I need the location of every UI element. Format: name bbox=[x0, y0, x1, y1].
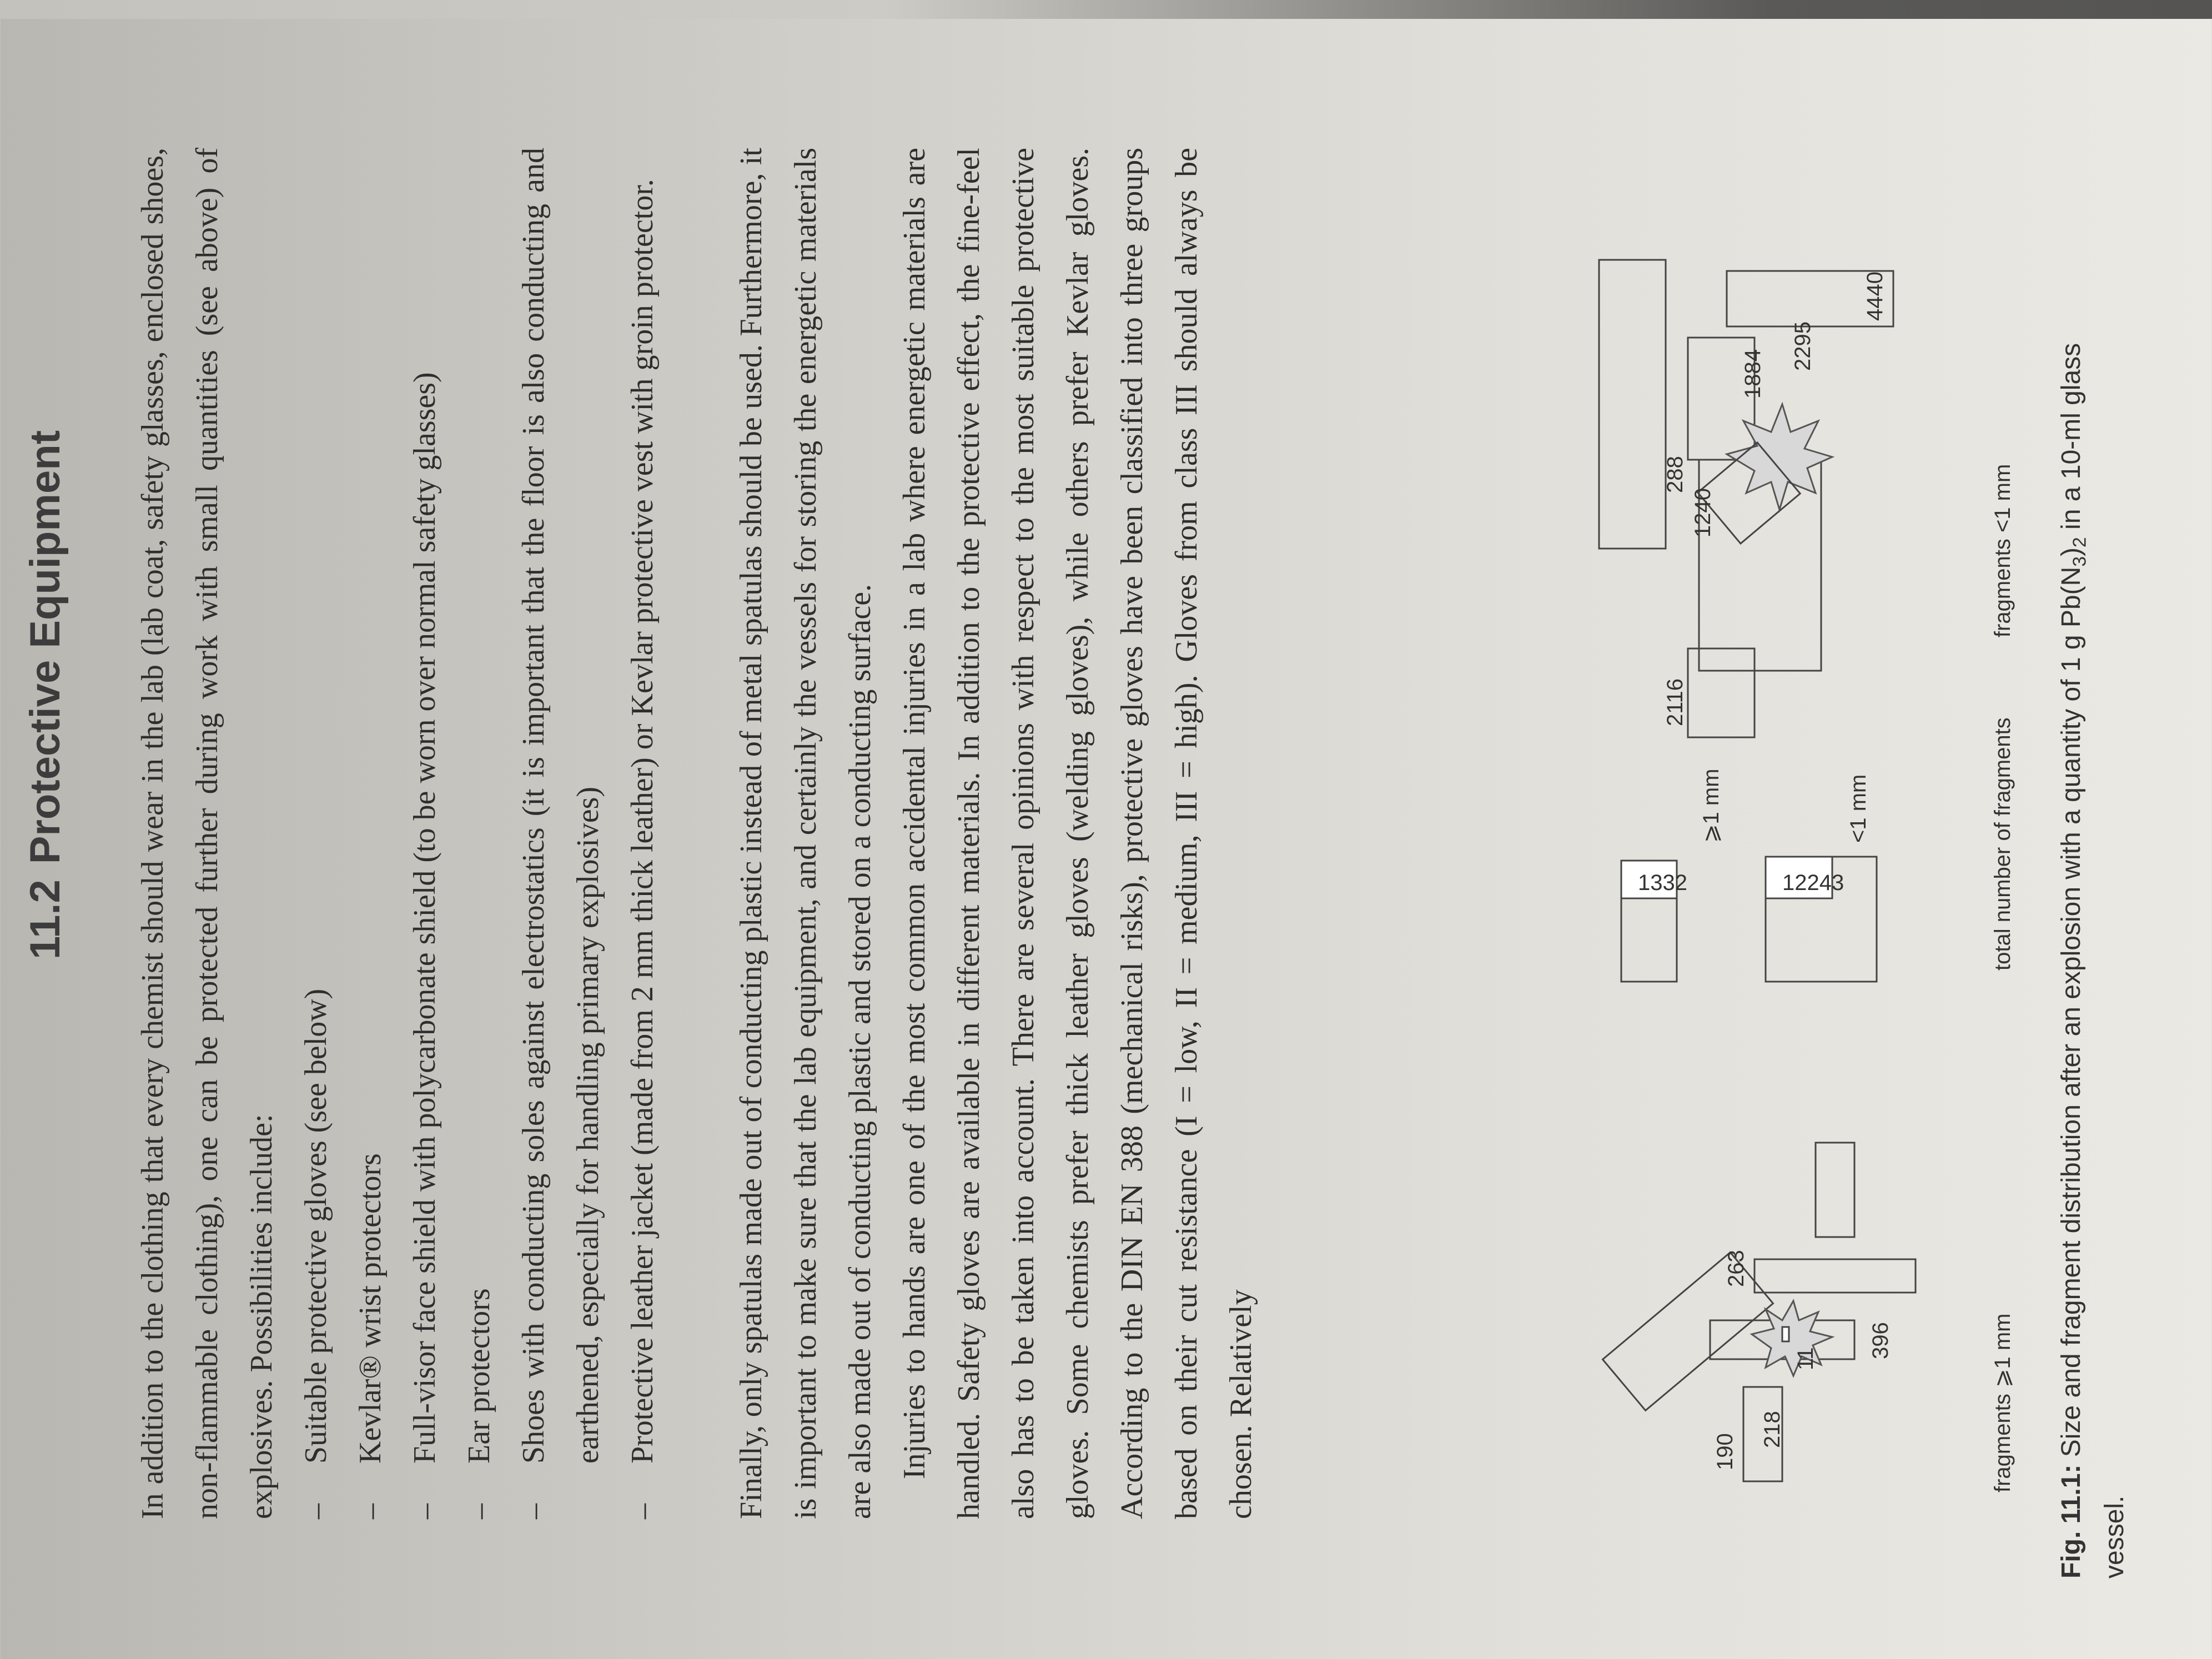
caption-text: in a 10-ml glass vessel. bbox=[2057, 343, 2129, 1578]
fragment-count: 12243 bbox=[1782, 871, 1844, 895]
fragment-box bbox=[1599, 260, 1666, 549]
body-text bbox=[125, 148, 1268, 1519]
list-item: – Protective leather jacket (made from 2 mm thick leather) or Kevlar protective vest with groin protector. bbox=[615, 148, 670, 1519]
caption-label: Fig. 11.1: bbox=[2057, 1464, 2086, 1578]
right-diagram bbox=[1599, 260, 1893, 737]
fragment-count: 218 bbox=[1760, 1411, 1784, 1448]
section-heading bbox=[21, 430, 69, 959]
list-item: – Kevlar® wrist protectors bbox=[343, 148, 398, 1519]
equipment-list bbox=[289, 148, 670, 1519]
fragment-box bbox=[1688, 648, 1754, 737]
caption-text: Size and fragment distribution after an explosion with a quantity of 1 g Pb(N bbox=[2057, 566, 2086, 1457]
size-label: ⩾1 mm bbox=[1699, 768, 1723, 843]
caption-subscript: 2 bbox=[2069, 537, 2090, 547]
fragment-count: 2295 bbox=[1791, 321, 1815, 371]
fragment-box bbox=[1754, 1259, 1916, 1293]
intro-paragraph: In addition to the clothing that every chemist should wear in the lab (lab coat, safety glasses, enclosed shoes, non-flammable clothing), one can be protected further during work with small quantities (see above) of explosives. Possibilities include: bbox=[135, 148, 279, 1519]
right-numbers bbox=[1663, 272, 1887, 726]
middle-numbers bbox=[1638, 768, 1871, 895]
fragment-count: 396 bbox=[1868, 1322, 1893, 1359]
list-item: – Full-visor face shield with polycarbonate shield (to be worn over normal safety glasses) bbox=[398, 148, 452, 1519]
left-numbers bbox=[1713, 1250, 1893, 1470]
paragraph-gap bbox=[670, 148, 724, 1519]
fragment-count: 11 bbox=[1793, 1347, 1818, 1370]
spatula-paragraph: Finally, only spatulas made out of conducting plastic instead of metal spatulas should be used. Furthermore, it is important to make sure that the lab equipment, and certainly the vessels for storing the energetic materials are also made out of conducting plastic and stored on a conducting surface. bbox=[734, 148, 877, 1519]
caption-subscript: 3 bbox=[2069, 556, 2090, 567]
size-label: <1 mm bbox=[1846, 774, 1871, 843]
fragment-count: 190 bbox=[1713, 1433, 1737, 1470]
total-box-small bbox=[1621, 898, 1677, 982]
caption-text: ) bbox=[2057, 547, 2086, 556]
fragment-box bbox=[1816, 1143, 1854, 1237]
list-item: – Suitable protective gloves (see below) bbox=[289, 148, 343, 1519]
gloves-paragraph: Injuries to hands are one of the most common accidental injuries in a lab where energetic materials are handled. Safety gloves are available in different materials. In addition to the protective effect, the fine-feel also has to be taken into account. There are several opinions with respect to the most suitable protective gloves. Some chemists prefer thick leather gloves (welding gloves), while others prefer Kevlar gloves. According to the DIN EN 388 (mechanical risks), protective gloves have been classified into three groups based on their cut resistance (I = low, II = medium, III = high). Gloves from class III should always be chosen. Relatively bbox=[897, 148, 1258, 1519]
section-number: 11.2 bbox=[22, 879, 69, 959]
fragment-count: 2116 bbox=[1663, 678, 1687, 726]
right-subcaption: fragments <1 mm bbox=[1990, 464, 2015, 637]
fragment-count: 1884 bbox=[1741, 349, 1765, 399]
list-item: – Ear protectors bbox=[452, 148, 506, 1519]
figure-caption bbox=[2054, 301, 2132, 1578]
fragment-box bbox=[1782, 1327, 1789, 1341]
fragment-count: 4440 bbox=[1863, 272, 1887, 321]
left-subcaption: fragments ⩾1 mm bbox=[1990, 1313, 2015, 1492]
list-item: – Shoes with conducting soles against electrostatics (it is important that the floor is also conducting and earthened, especially for handling primary explosives) bbox=[506, 148, 615, 1519]
middle-subcaption: total number of fragments bbox=[1990, 717, 2015, 971]
fragment-count: 263 bbox=[1724, 1250, 1748, 1287]
figure-subcaptions bbox=[1990, 464, 2015, 1492]
left-diagram bbox=[1603, 1143, 1916, 1481]
fragment-box bbox=[1699, 460, 1821, 671]
fragment-diagram bbox=[1499, 27, 2054, 1581]
section-title: Protective Equipment bbox=[22, 430, 69, 864]
explosion-burst bbox=[1727, 404, 1832, 510]
fragment-count: 1240 bbox=[1691, 488, 1715, 537]
fragment-count: 288 bbox=[1663, 456, 1687, 493]
fragment-count: 1332 bbox=[1638, 871, 1687, 895]
